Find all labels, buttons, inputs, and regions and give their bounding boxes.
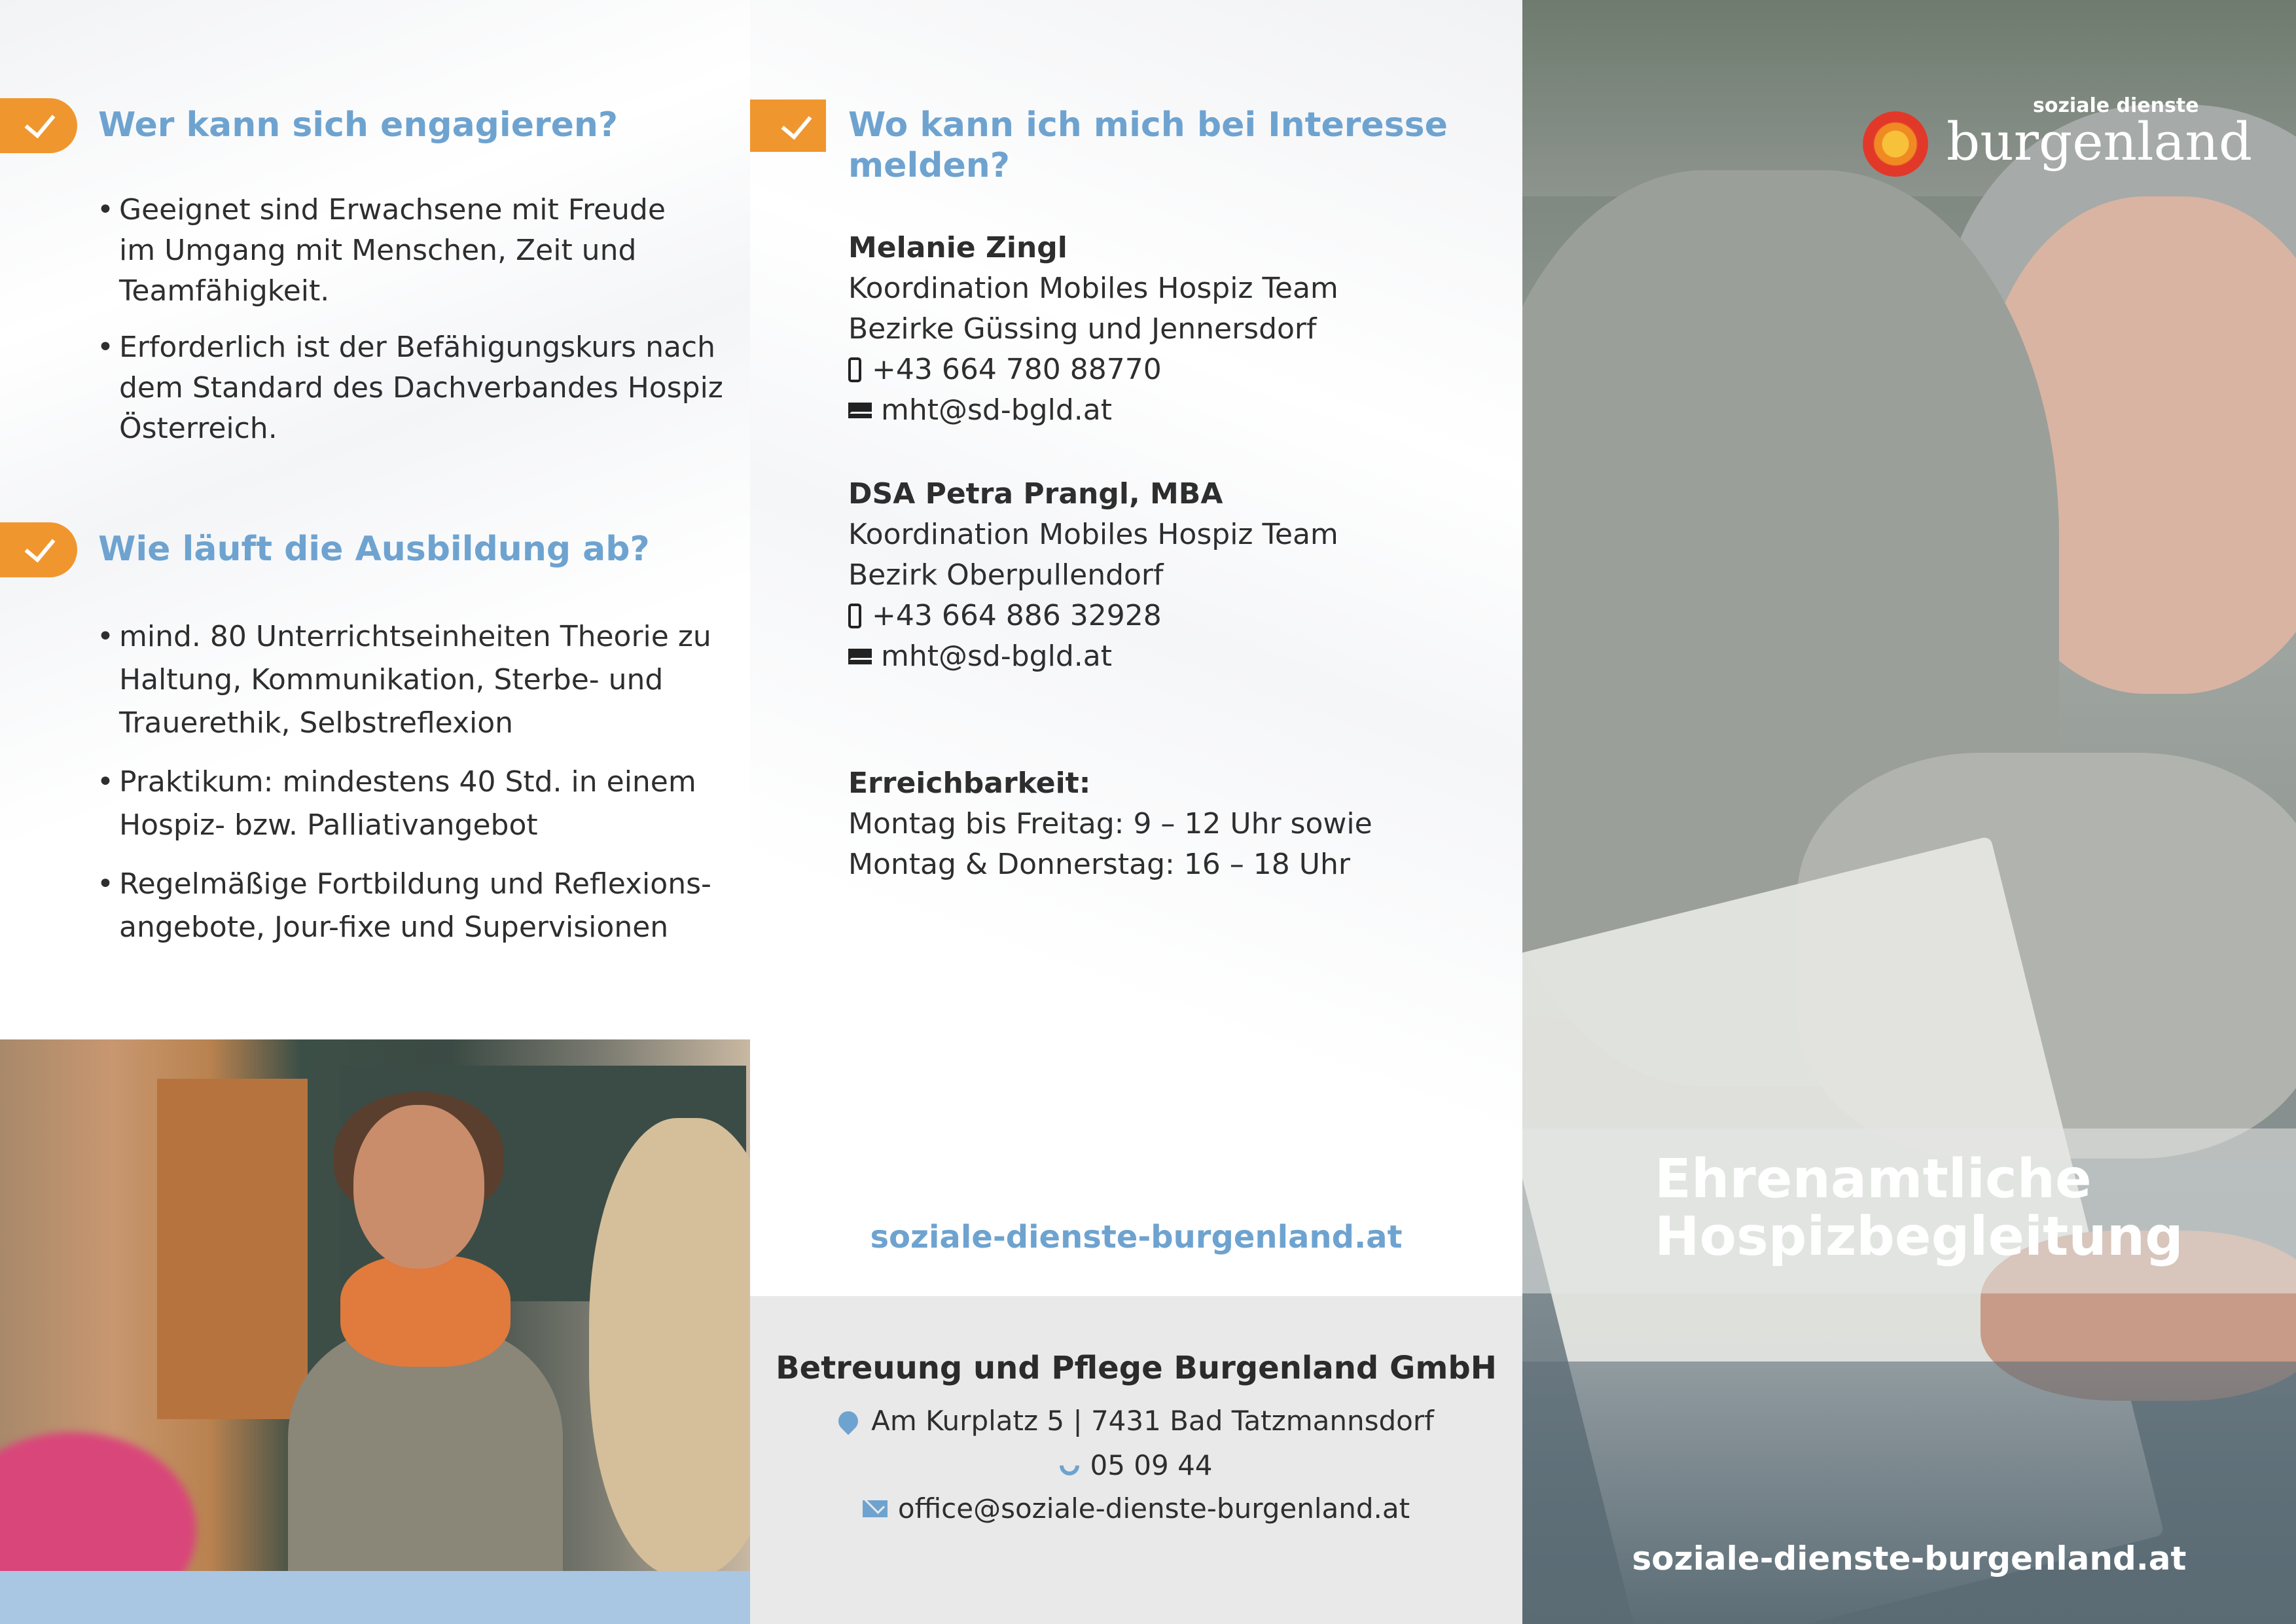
logo-subtitle: soziale dienste — [2033, 94, 2199, 117]
check-icon — [750, 99, 826, 152]
contact-role: Koordination Mobiles Hospiz Team — [848, 518, 1338, 551]
contact-card — [848, 474, 1338, 677]
left-panel — [0, 0, 750, 1624]
phone-icon — [1056, 1451, 1083, 1479]
contact-phone[interactable]: +43 664 780 88770 — [872, 353, 1162, 386]
contact-name: DSA Petra Prangl, MBA — [848, 477, 1223, 511]
cover-title-line: Ehrenamtliche — [1655, 1148, 2092, 1210]
decorative-strip — [0, 1571, 750, 1624]
list-item: • Geeignet sind Erwachsene mit Freude im Umgang mit Menschen, Zeit und Teamfähigkeit. — [97, 190, 738, 312]
contact-email[interactable]: mht@sd-bgld.at — [881, 393, 1112, 427]
list-item: • Erforderlich ist der Befähigungskurs nach dem Standard des Dachverbandes Hospiz Österreich. — [97, 327, 738, 449]
section-heading-contact: Wo kann ich mich bei Interesse melden? — [848, 105, 1448, 185]
website-link[interactable]: soziale-dienste-burgenland.at — [870, 1219, 1403, 1255]
availability-line: Montag & Donnerstag: 16 – 18 Uhr — [848, 848, 1350, 881]
list-item: • mind. 80 Unterrichtseinheiten Theorie zu Haltung, Kommunikation, Sterbe- und Trauerethik, Selbstreflexion — [97, 615, 738, 745]
contact-region: Bezirk Oberpullendorf — [848, 558, 1164, 592]
section-heading-engagement: Wer kann sich engagieren? — [98, 105, 619, 145]
phone-row — [750, 1449, 1522, 1481]
cover-photo — [1522, 0, 2296, 1624]
logo-wordmark: burgenland — [1946, 111, 2253, 172]
availability-line: Montag bis Freitag: 9 – 12 Uhr sowie — [848, 807, 1372, 840]
section-heading-training: Wie läuft die Ausbildung ab? — [98, 530, 650, 569]
contact-card — [848, 228, 1338, 431]
availability — [848, 763, 1372, 885]
address-row — [750, 1405, 1522, 1437]
location-pin-icon — [834, 1407, 862, 1434]
phone-icon — [848, 604, 861, 628]
brand-logo — [1863, 92, 2253, 196]
training-list — [97, 615, 738, 965]
teacher-photo — [0, 1039, 750, 1571]
contact-email[interactable]: mht@sd-bgld.at — [881, 640, 1112, 673]
list-item: • Regelmäßige Fortbildung und Reflexions- angebote, Jour-fixe und Supervisionen — [97, 863, 738, 949]
mail-icon — [863, 1500, 888, 1517]
contact-phone[interactable]: +43 664 886 32928 — [872, 599, 1162, 632]
website-link[interactable]: soziale-dienste-burgenland.at — [1632, 1540, 2187, 1578]
email-row — [750, 1492, 1522, 1525]
sun-logo-icon — [1863, 111, 1928, 177]
address: Am Kurplatz 5 | 7431 Bad Tatzmannsdorf — [871, 1405, 1434, 1437]
mail-icon — [848, 649, 872, 664]
list-item: • Praktikum: mindestens 40 Std. in einem Hospiz- bzw. Palliativangebot — [97, 761, 738, 847]
company-email[interactable]: office@soziale-dienste-burgenland.at — [897, 1492, 1410, 1525]
footer-box — [750, 1296, 1522, 1624]
phone-icon — [848, 357, 861, 382]
engagement-list — [97, 190, 738, 465]
company-name: Betreuung und Pflege Burgenland GmbH — [776, 1350, 1497, 1386]
cover-title-line: Hospizbegleitung — [1655, 1206, 2183, 1268]
middle-panel — [750, 0, 1522, 1624]
cover-panel — [1522, 0, 2296, 1624]
contact-region: Bezirke Güssing und Jennersdorf — [848, 312, 1317, 346]
company-phone[interactable]: 05 09 44 — [1090, 1449, 1213, 1481]
check-icon — [0, 98, 77, 153]
availability-label: Erreichbarkeit: — [848, 767, 1091, 800]
check-icon — [0, 522, 77, 577]
mail-icon — [848, 403, 872, 418]
contact-role: Koordination Mobiles Hospiz Team — [848, 272, 1338, 305]
contact-name: Melanie Zingl — [848, 231, 1067, 264]
